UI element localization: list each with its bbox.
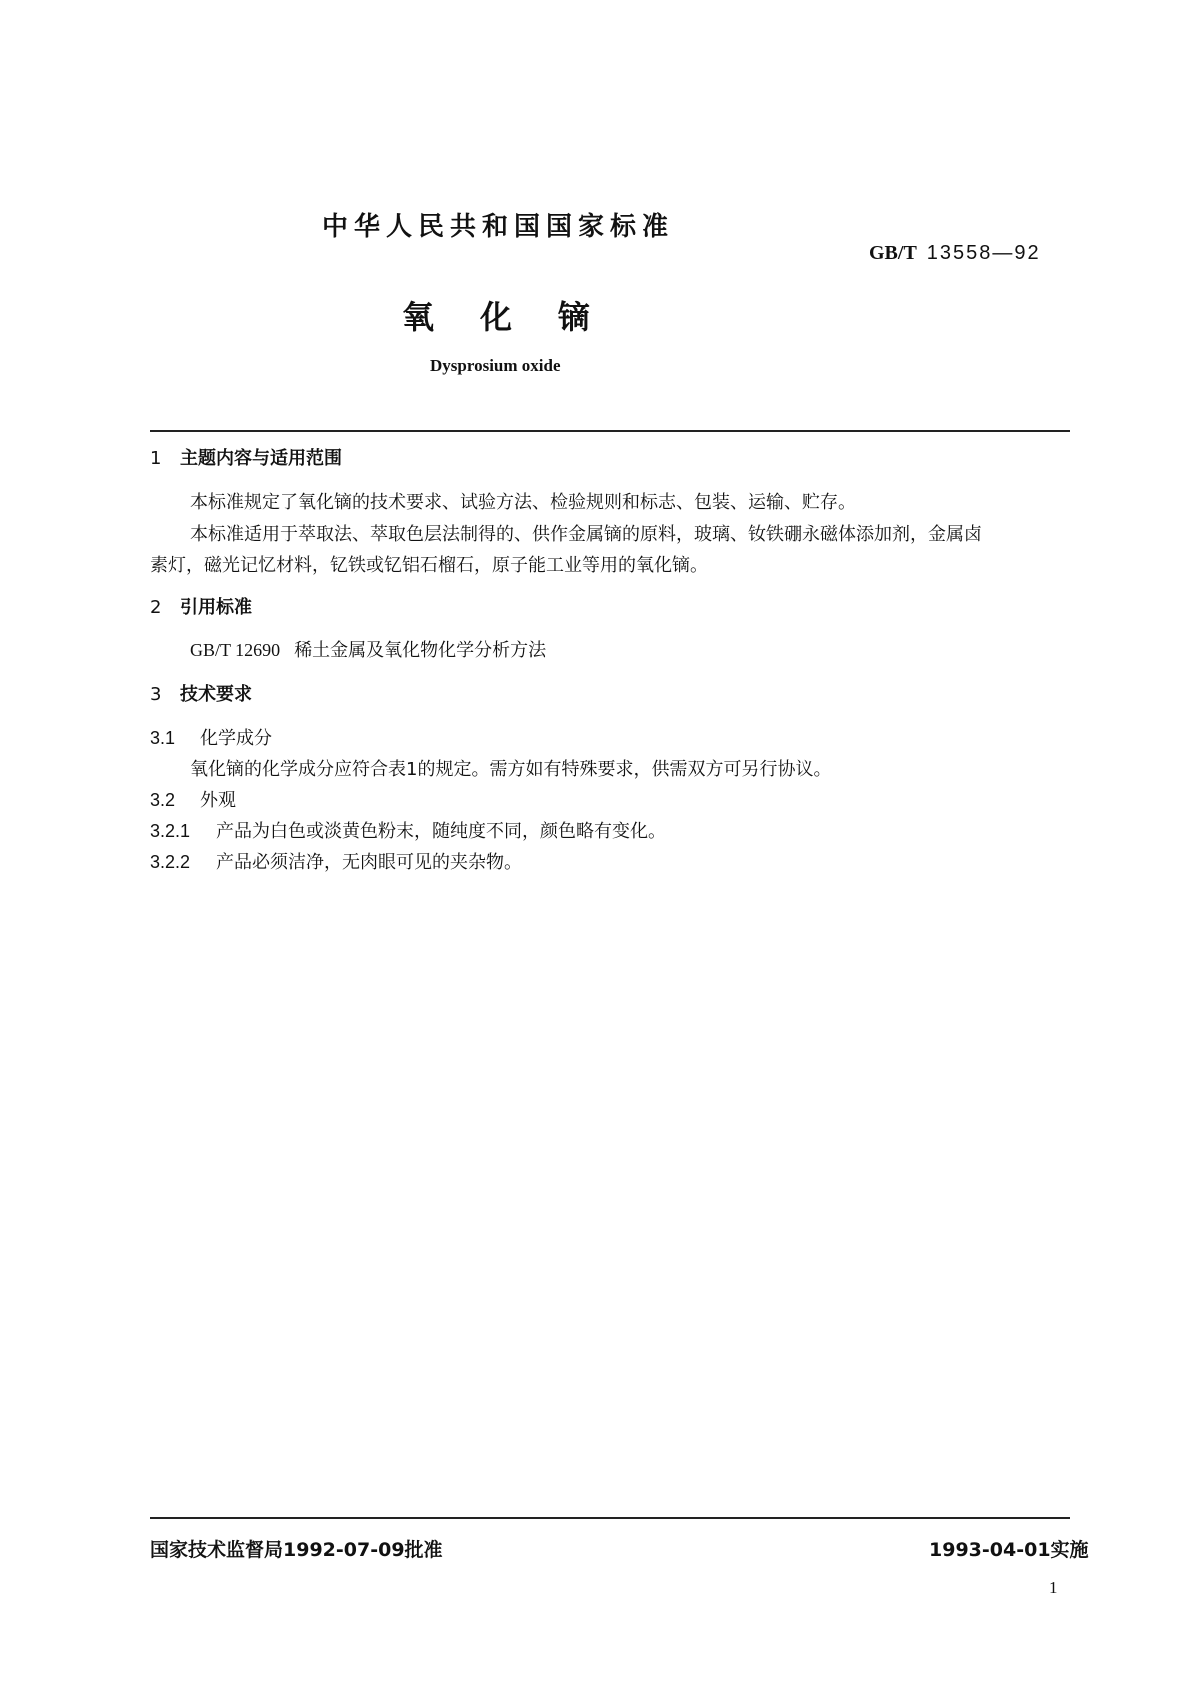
subsection-title: 外观 (200, 790, 236, 811)
subsection-text: 产品为白色或淡黄色粉末，随纯度不同，颜色略有变化。 (216, 821, 666, 842)
document-subtitle: Dysprosium oxide (430, 356, 561, 375)
section-1-paragraph-2-line-1: 本标准适用于萃取法、萃取色层法制得的、供作金属镝的原料，玻璃、钕铁硼永磁体添加剂，金属卤 (190, 524, 982, 545)
effective-date: 1993-04-01实施 (929, 1539, 1089, 1561)
subsection-3-1-text: 氧化镝的化学成分应符合表1的规定。需方如有特殊要求，供需双方可另行协议。 (190, 759, 832, 780)
footer-divider (150, 1517, 1070, 1519)
standard-code (869, 240, 1041, 265)
section-title: 引用标准 (180, 597, 252, 618)
subsection-3-2-2 (150, 848, 522, 874)
section-1-paragraph-1: 本标准规定了氧化镝的技术要求、试验方法、检验规则和标志、包装、运输、贮存。 (190, 492, 856, 513)
standard-code-prefix: GB/T (869, 242, 917, 264)
section-1-paragraph-2-line-2: 素灯，磁光记忆材料，钇铁或钇铝石榴石，原子能工业等用的氧化镝。 (150, 555, 708, 576)
section-title: 技术要求 (180, 684, 252, 705)
page-number: 1 (1049, 1578, 1058, 1597)
reference-standard (190, 636, 546, 662)
section-number: 1 (150, 448, 162, 469)
section-number: 2 (150, 597, 162, 618)
subsection-number: 3.2.2 (150, 852, 191, 872)
section-number: 3 (150, 684, 162, 705)
section-2-heading (150, 593, 252, 619)
subsection-text: 产品必须洁净，无肉眼可见的夹杂物。 (216, 852, 522, 873)
section-1-heading (150, 444, 342, 470)
subsection-number: 3.1 (150, 728, 176, 748)
subsection-3-2-1 (150, 817, 666, 843)
standard-code-number: 13558—92 (926, 242, 1041, 264)
section-title: 主题内容与适用范围 (180, 448, 342, 469)
header-divider (150, 430, 1070, 432)
document-title: 氧化镝 (402, 298, 637, 336)
reference-code: GB/T 12690 (190, 640, 281, 660)
section-3-heading (150, 680, 252, 706)
subsection-3-1-heading (150, 724, 272, 750)
subsection-number: 3.2.1 (150, 821, 191, 841)
national-standard-heading: 中华人民共和国国家标准 (322, 212, 675, 242)
approval-date: 国家技术监督局1992-07-09批准 (150, 1539, 443, 1561)
subsection-3-2-heading (150, 786, 236, 812)
subsection-number: 3.2 (150, 790, 176, 810)
reference-title: 稀土金属及氧化物化学分析方法 (294, 640, 547, 661)
subsection-title: 化学成分 (200, 728, 272, 749)
